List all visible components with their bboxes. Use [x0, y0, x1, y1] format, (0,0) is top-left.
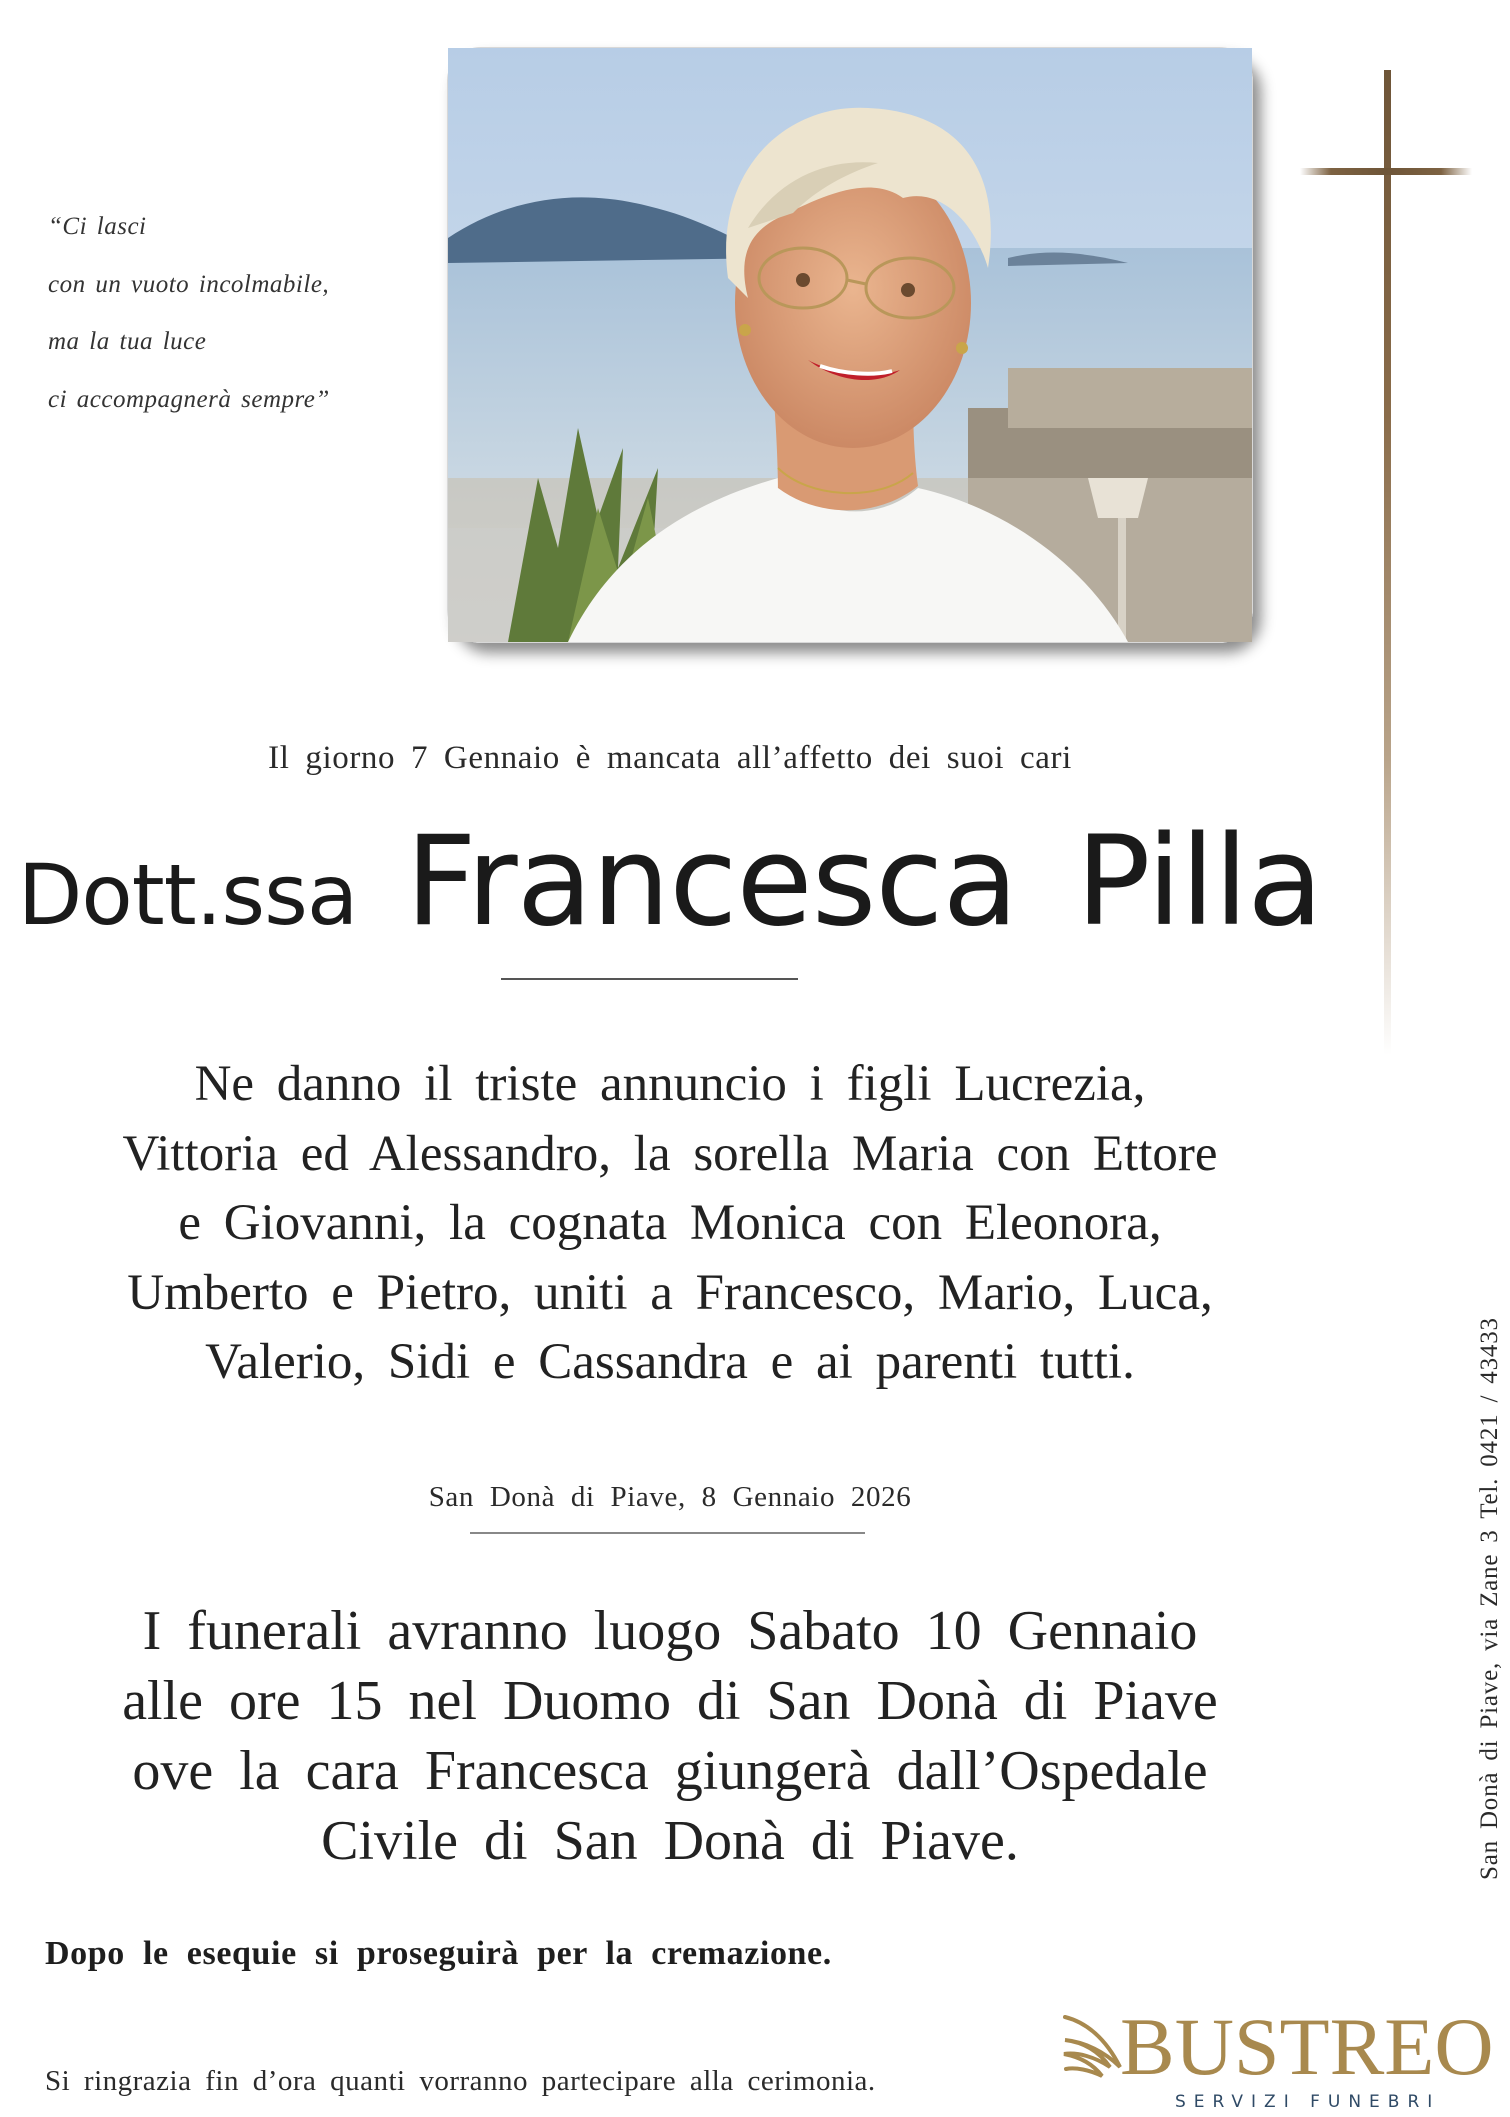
cross-horizontal: [1300, 168, 1472, 175]
contact-info: San Donà di Piave, via Zane 3 Tel. 0421 / 43433: [1476, 1317, 1503, 1880]
funeral-details: [20, 1596, 1320, 1876]
announcement-line: Umberto e Pietro, uniti a Francesco, Mario, Luca,: [127, 1264, 1213, 1321]
thanks-note: Si ringrazia fin d’ora quanti vorranno partecipare alla cerimonia.: [45, 2065, 876, 2097]
quote-line: ma la tua luce: [48, 328, 207, 355]
announcement-line: Valerio, Sidi e Cassandra e ai parenti tutti.: [205, 1334, 1135, 1390]
place-date: San Donà di Piave, 8 Gennaio 2026: [428, 1481, 912, 1513]
logo-subtitle: SERVIZI FUNEBRI: [1175, 2092, 1441, 2112]
announcement-text: [20, 1050, 1320, 1398]
funeral-line: ove la cara Francesca giungerà dall’Ospedale: [132, 1740, 1208, 1802]
announcement-line: Ne danno il triste annuncio i figli Lucrezia,: [194, 1056, 1146, 1112]
divider: [501, 978, 798, 980]
intro-text: Il giorno 7 Gennaio è mancata all’affetto dei suoi cari: [268, 740, 1072, 776]
announcement-line: Vittoria ed Alessandro, la sorella Maria con Ettore: [122, 1125, 1218, 1182]
funeral-line: alle ore 15 nel Duomo di San Donà di Piave: [122, 1670, 1218, 1732]
quote-line: ci accompagnerà sempre”: [48, 385, 330, 413]
announcement-line: e Giovanni, la cognata Monica con Eleonora,: [178, 1195, 1162, 1251]
title-prefix: Dott.ssa: [17, 846, 358, 944]
deceased-name: Francesca Pilla: [405, 810, 1323, 954]
logo-wordmark: BUSTREO: [1120, 2001, 1494, 2092]
divider: [470, 1532, 865, 1534]
cross-vertical: [1384, 70, 1391, 1055]
funeral-line: I funerali avranno luogo Sabato 10 Gennaio: [142, 1600, 1198, 1662]
funeral-line: Civile di San Donà di Piave.: [321, 1810, 1019, 1872]
quote-line: “Ci lasci: [48, 213, 147, 240]
portrait-photo: [447, 47, 1253, 643]
quote-line: con un vuoto incolmabile,: [48, 270, 330, 298]
deceased-name-heading: [0, 810, 1340, 954]
memorial-quote: [48, 198, 408, 428]
cremation-note: Dopo le esequie si proseguirà per la cremazione.: [45, 1935, 832, 1972]
